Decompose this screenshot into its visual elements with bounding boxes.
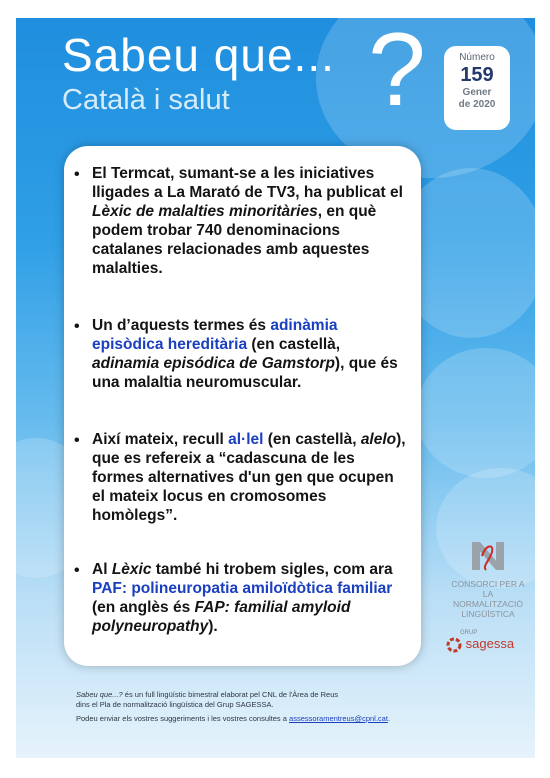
list-item: • El Termcat, sumant-se a les iniciatives lligades a La Marató de TV3, ha publicat el Lèxic de malalties minoritàries, en què podem trobar 740 denominacions catalanes relacionades amb aquestes malalties.: [92, 164, 410, 278]
content-card: [64, 146, 421, 666]
footer-note: Sabeu que...? és un full lingüístic bimestral elaborat pel CNL de l'Àrea de Reus dins el Pla de normalització lingüística del Grup SAGESSA. Podeu enviar els vostres suggeriments i les vostres consultes a assessoramentreus@cpnl.cat.: [76, 690, 391, 723]
list-item: • Un d’aquests termes és adinàmia episòdica hereditària (en castellà, adinamia episódica de Gamstorp), que és una malaltia neuromuscular.: [92, 316, 410, 392]
contact-email-link[interactable]: assessoramentreus@cpnl.cat: [289, 714, 388, 723]
issue-label: Número: [459, 52, 495, 63]
issue-badge: [444, 46, 510, 130]
issue-month: Gener: [462, 87, 492, 98]
term-highlight: al·lel: [228, 431, 264, 448]
list-item: • Així mateix, recull al·lel (en castellà, alelo), que es refereix a “cadascuna de les formes alternatives d'un gen que ocupen el mateix locus en cromosomes homòlegs”.: [92, 430, 410, 525]
page-title: Sabeu que...: [62, 29, 335, 81]
decor-bubble: [416, 348, 535, 478]
issue-year: de 2020: [458, 99, 496, 110]
sagessa-logo: GRUP sagessa: [446, 630, 534, 653]
term-highlight: adinàmia episòdica hereditària: [92, 317, 338, 353]
cpnl-logo-icon: [468, 538, 508, 574]
question-mark-graphic: ?: [368, 18, 426, 128]
page-subtitle: Català i salut: [62, 84, 230, 116]
cpnl-logo: CONSORCI PER A LA NORMALITZACIÓ LINGÜÍSTICA: [448, 538, 528, 619]
sagessa-icon: [446, 637, 462, 653]
list-item: • Al Lèxic també hi trobem sigles, com ara PAF: polineuropatia amiloïdòtica familiar (en anglès és FAP: familial amyloid polyneuropathy).: [92, 560, 410, 636]
term-highlight: PAF: polineuropatia amiloïdòtica familiar: [92, 580, 393, 597]
issue-number: 159: [460, 64, 494, 86]
newsletter-sheet: [16, 18, 535, 758]
